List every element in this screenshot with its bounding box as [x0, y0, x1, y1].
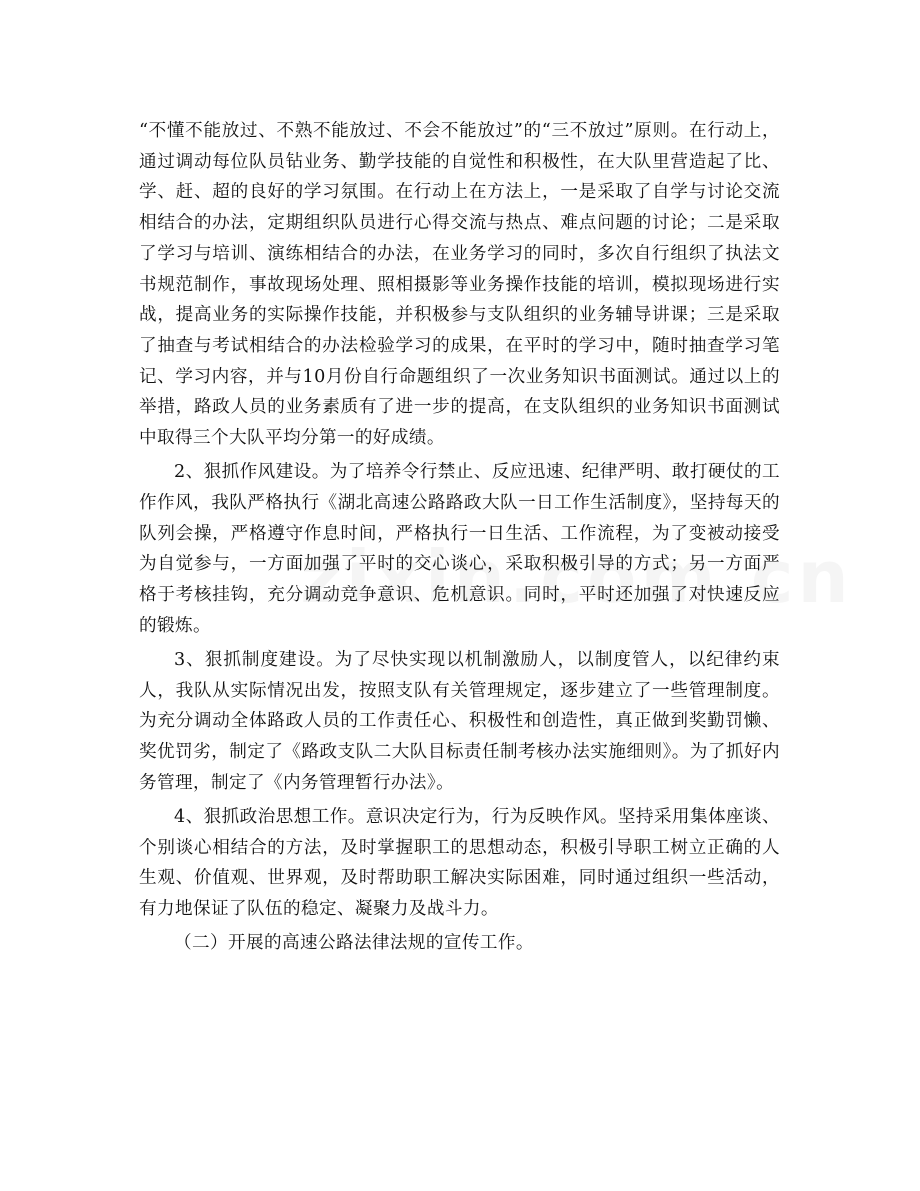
paragraph-work-style: 2、狠抓作风建设。为了培养令行禁止、反应迅速、纪律严明、敢打硬仗的工作作风，我队严格执行《湖北高速公路路政大队一日工作生活制度》，坚持每天的队列会操，严格遵守作息时间，严格执行一日生活、工作流程，为了变被动接受为自觉参与，一方面加强了平时的交心谈心，采取积极引导的方式；另一方面严格于考核挂钩，充分调动竞争意识、危机意识。同时，平时还加强了对快速反应的锻炼。: [139, 462, 780, 636]
paragraph-system-building: 3、狠抓制度建设。为了尽快实现以机制激励人，以制度管人，以纪律约束人，我队从实际情况出发，按照支队有关管理规定，逐步建立了一些管理制度。为充分调动全体路政人员的工作责任心、积极性和创造性，真正做到奖勤罚懒、奖优罚劣，制定了《路政支队二大队目标责任制考核办法实施细则》。为了抓好内务管理，制定了《内务管理暂行办法》。: [139, 649, 780, 793]
paragraph-political-work: 4、狠抓政治思想工作。意识决定行为，行为反映作风。坚持采用集体座谈、个别谈心相结合的方法，及时掌握职工的思想动态，积极引导职工树立正确的人生观、价值观、世界观，及时帮助职工解决实际困难，同时通过组织一些活动，有力地保证了队伍的稳定、凝聚力及战斗力。: [139, 806, 780, 920]
section-heading-publicity: （二）开展的高速公路法律法规的宣传工作。: [174, 933, 534, 954]
paragraph-study-methods: “不懂不能放过、不熟不能放过、不会不能放过”的“三不放过”原则。在行动上，通过调动每位队员钻业务、勤学技能的自觉性和积极性，在大队里营造起了比、学、赶、超的良好的学习氛围。在行动上在方法上，一是采取了自学与讨论交流相结合的办法，定期组织队员进行心得交流与热点、难点问题的讨论；二是采取了学习与培训、演练相结合的办法，在业务学习的同时，多次自行组织了执法文书规范制作，事故现场处理、照相摄影等业务操作技能的培训，模拟现场进行实战，提高业务的实际操作技能，并积极参与支队组织的业务辅导讲课；三是采取了抽查与考试相结合的办法检验学习的成果，在平时的学习中，随时抽查学习笔记、学习内容，并与10月份自行命题组织了一次业务知识书面测试。通过以上的举措，路政人员的业务素质有了进一步的提高，在支队组织的业务知识书面测试中取得三个大队平均分第一的好成绩。: [139, 121, 780, 449]
document-body: [139, 116, 780, 959]
